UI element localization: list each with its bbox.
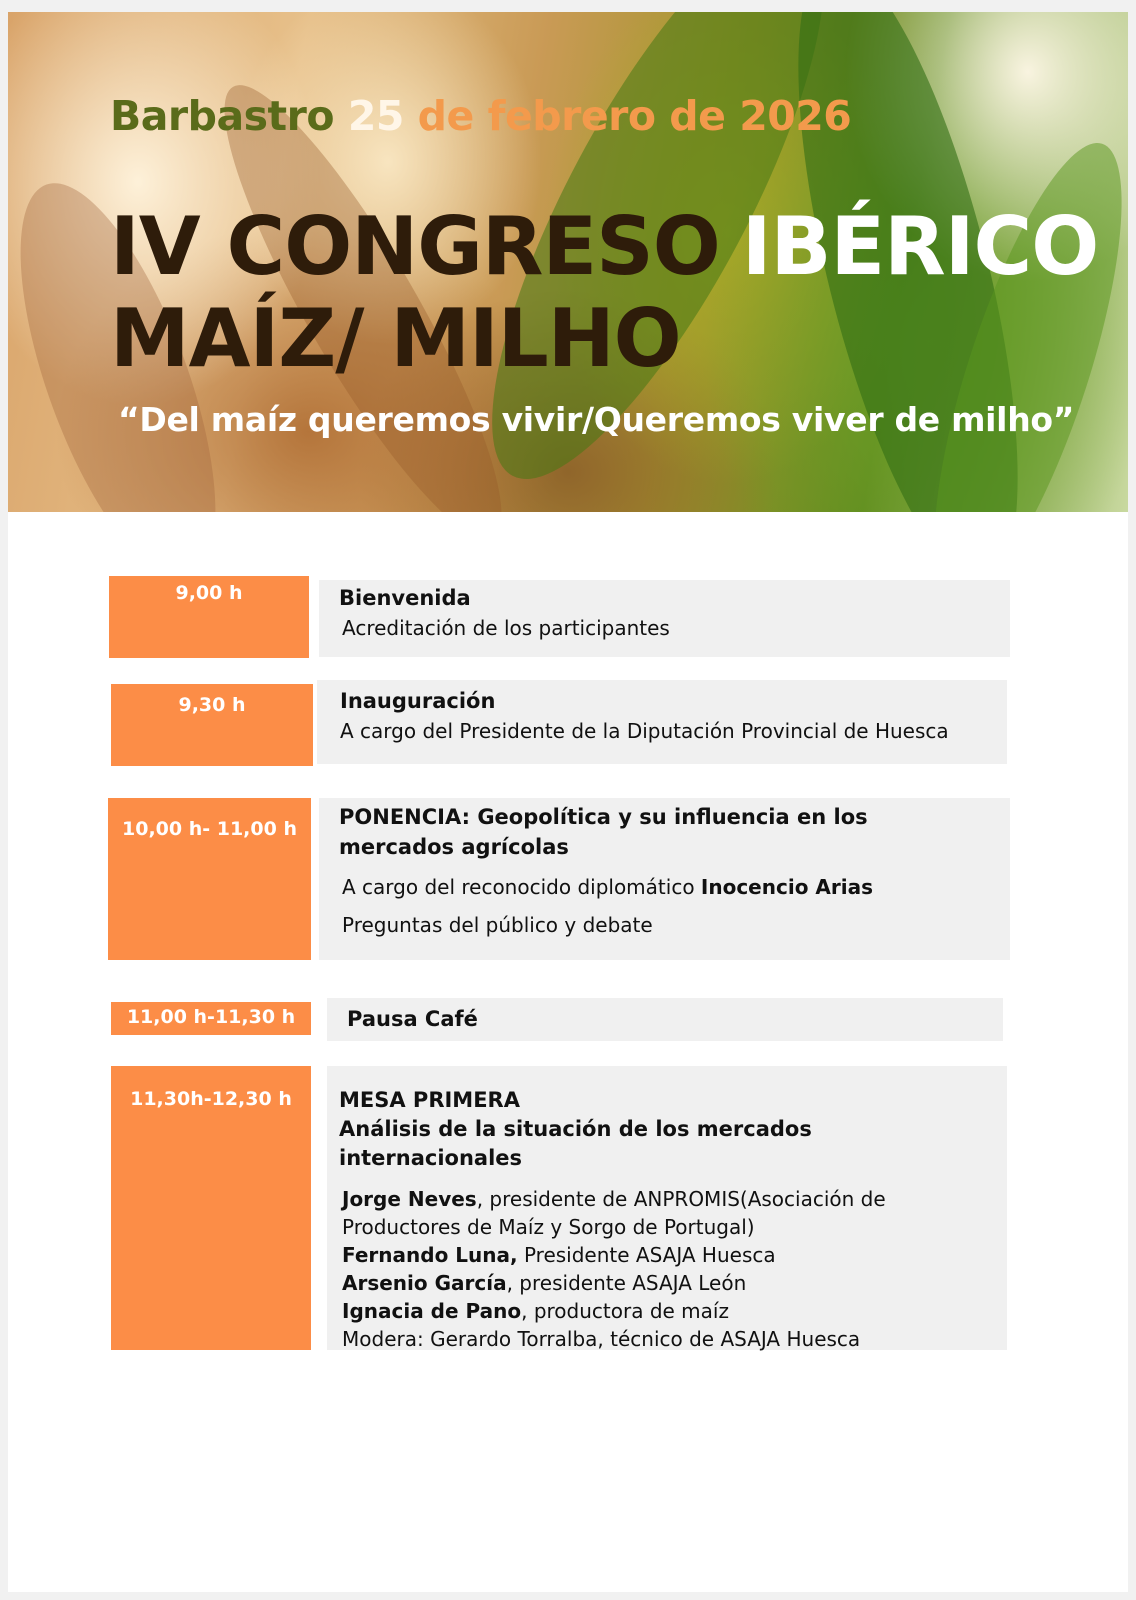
- participant-role: Productores de Maíz y Sorgo de Portugal): [342, 1215, 755, 1239]
- agenda-item-desc: A cargo del Presidente de la Diputación Provincial de Huesca: [340, 719, 949, 743]
- participant-role: , presidente de ANPROMIS(Asociación de: [476, 1187, 886, 1211]
- speaker-name: Inocencio Arias: [700, 875, 873, 899]
- time-slot: [109, 576, 309, 658]
- agenda-item-title: Pausa Café: [347, 1007, 478, 1031]
- participant-line: [342, 1185, 987, 1213]
- participant-line: [342, 1269, 987, 1297]
- participant-line: [342, 1213, 987, 1241]
- event-date: [110, 92, 851, 140]
- agenda-item: [317, 680, 1007, 764]
- event-month-year: de febrero de 2026: [417, 92, 852, 140]
- agenda-item: [327, 998, 1003, 1041]
- participant-role: Modera: Gerardo Torralba, técnico de ASAJA Huesca: [342, 1327, 861, 1351]
- time-slot: [108, 798, 311, 960]
- agenda-item-title: MESA PRIMERA: [339, 1088, 520, 1112]
- participant-role: , productora de maíz: [521, 1299, 729, 1323]
- participant-name: Jorge Neves: [342, 1187, 477, 1211]
- agenda-item: [319, 798, 1010, 960]
- agenda-item-subtitle: Análisis de la situación de los mercados internacionales: [339, 1117, 812, 1170]
- participant-role: Presidente ASAJA Huesca: [517, 1243, 776, 1267]
- congress-tagline: “Del maíz queremos vivir/Queremos viver de milho”: [118, 400, 1075, 439]
- time-label: 11,00 h-11,30 h: [126, 1006, 296, 1028]
- agenda-item-title: Bienvenida: [339, 586, 471, 610]
- time-label: 9,00 h: [175, 582, 243, 604]
- agenda-item-desc: Acreditación de los participantes: [342, 616, 670, 640]
- agenda-item: [327, 1066, 1007, 1350]
- congress-title-line2: MAÍZ/ MILHO: [110, 292, 681, 385]
- congress-title-main: IV CONGRESO: [110, 200, 720, 293]
- time-label: 11,30h-12,30 h: [130, 1088, 292, 1110]
- speaker-prefix: A cargo del reconocido diplomático: [342, 875, 701, 899]
- time-label: 10,00 h- 11,00 h: [122, 818, 297, 840]
- agenda-item-title: Inauguración: [340, 689, 496, 713]
- participant-role: , presidente ASAJA León: [506, 1271, 747, 1295]
- agenda-item: [319, 580, 1010, 657]
- time-slot: [111, 1066, 311, 1350]
- participant-name: Fernando Luna,: [342, 1243, 518, 1267]
- agenda-item-speaker: [342, 872, 970, 902]
- agenda-item-title: PONENCIA: Geopolítica y su influencia en los mercados agrícolas: [339, 805, 868, 859]
- agenda-item-extra: Preguntas del público y debate: [342, 913, 653, 937]
- poster-page: [8, 12, 1128, 1592]
- event-place: Barbastro: [110, 92, 335, 140]
- congress-title-accent: IBÉRICO: [741, 200, 1099, 293]
- time-label: 9,30 h: [178, 694, 246, 716]
- participant-name: Arsenio García: [342, 1271, 507, 1295]
- participants-list: [339, 1185, 987, 1353]
- event-day: 25: [347, 92, 404, 140]
- participant-line: [342, 1241, 987, 1269]
- participant-line: [342, 1297, 987, 1325]
- participant-line: [342, 1325, 987, 1353]
- time-slot: [111, 684, 313, 766]
- hero-banner: [8, 12, 1128, 512]
- time-slot: [111, 1002, 311, 1035]
- participant-name: Ignacia de Pano: [342, 1299, 522, 1323]
- congress-title: [110, 200, 1098, 293]
